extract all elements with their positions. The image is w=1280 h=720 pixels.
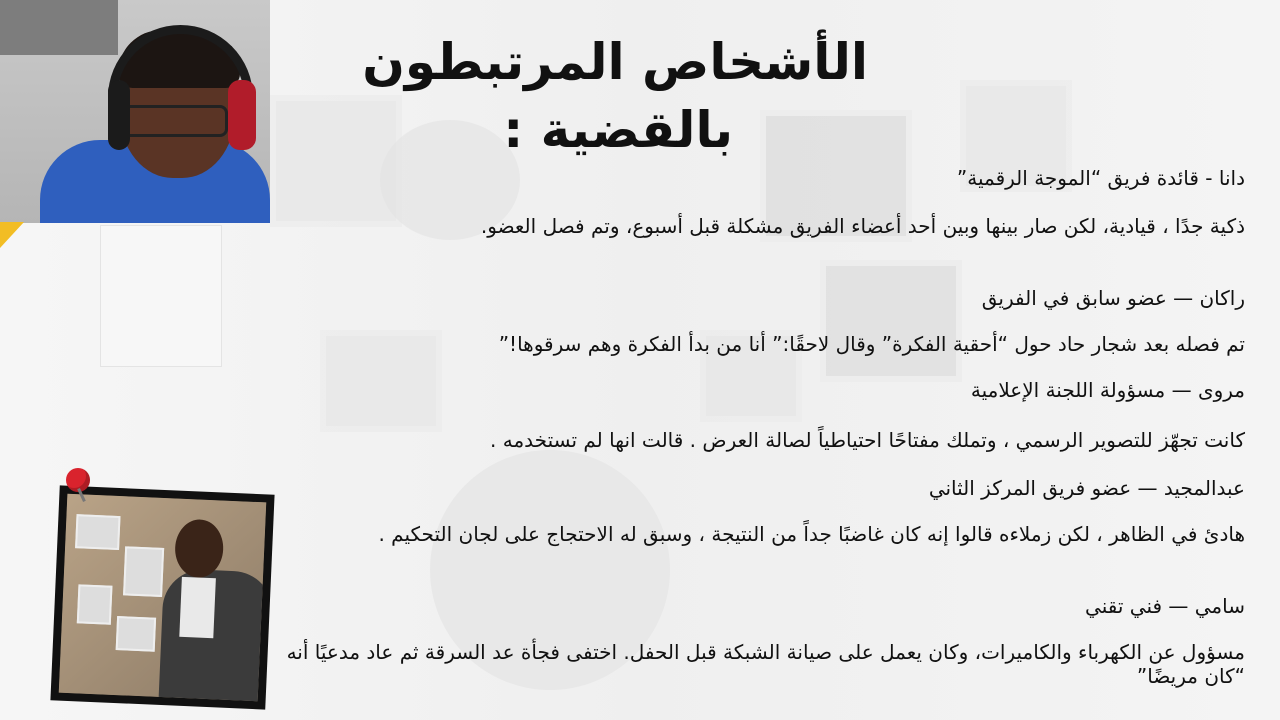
slide-title-line-2: بالقضية : (503, 101, 733, 159)
webcam-wall-frame (0, 0, 118, 55)
photo-clipping (123, 546, 164, 597)
person-desc-dana: ذكية جدًا ، قيادية، لكن صار بينها وبين أحد أعضاء الفريق مشكلة قبل أسبوع، وتم فصل العضو. (480, 214, 1245, 238)
detective-photo (59, 494, 266, 701)
person-heading-marwa: مروى — مسؤولة اللجنة الإعلامية (970, 378, 1245, 402)
person-heading-abdulmajeed: عبدالمجيد — عضو فريق المركز الثاني (928, 476, 1245, 500)
webcam-feed (0, 0, 270, 223)
headphone-cup-right (228, 80, 256, 150)
person-heading-dana: دانا - قائدة فريق “الموجة الرقمية” (956, 166, 1245, 190)
photo-clipping (116, 616, 156, 652)
headphone-cup-left (108, 80, 130, 150)
photo-man-shirt (179, 577, 216, 638)
person-desc-rakan: تم فصله بعد شجار حاد حول “أحقية الفكرة” وقال لاحقًا:” أنا من بدأ الفكرة وهم سرقوها!” (498, 332, 1245, 356)
slide-title-line-1: الأشخاص المرتبطون (362, 33, 868, 91)
person-heading-sami: سامي — فني تقني (1085, 594, 1245, 618)
bg-photo (820, 260, 962, 382)
person-desc-sami: مسؤول عن الكهرباء والكاميرات، وكان يعمل على صيانة الشبكة قبل الحفل. اختفى فجأة عد السرقة ثم عاد مدعيًا أنه “كان مريضًا” (286, 640, 1245, 688)
person-desc-abdulmajeed: هادئ في الظاهر ، لكن زملاءه قالوا إنه كان غاضبًا جداً من النتيجة ، وسبق له الاحتجاج على لجان التحكيم . (378, 522, 1245, 546)
photo-clipping (77, 584, 113, 624)
pinned-photo (50, 485, 274, 709)
person-heading-rakan: راكان — عضو سابق في الفريق (981, 286, 1245, 310)
photo-clipping (75, 514, 120, 550)
slide-title (308, 28, 868, 164)
person-desc-marwa: كانت تجهّز للتصوير الرسمي ، وتملك مفتاحًا احتياطياً لصالة العرض . قالت انها لم تستخدمه . (490, 428, 1245, 452)
bg-note (100, 225, 222, 367)
